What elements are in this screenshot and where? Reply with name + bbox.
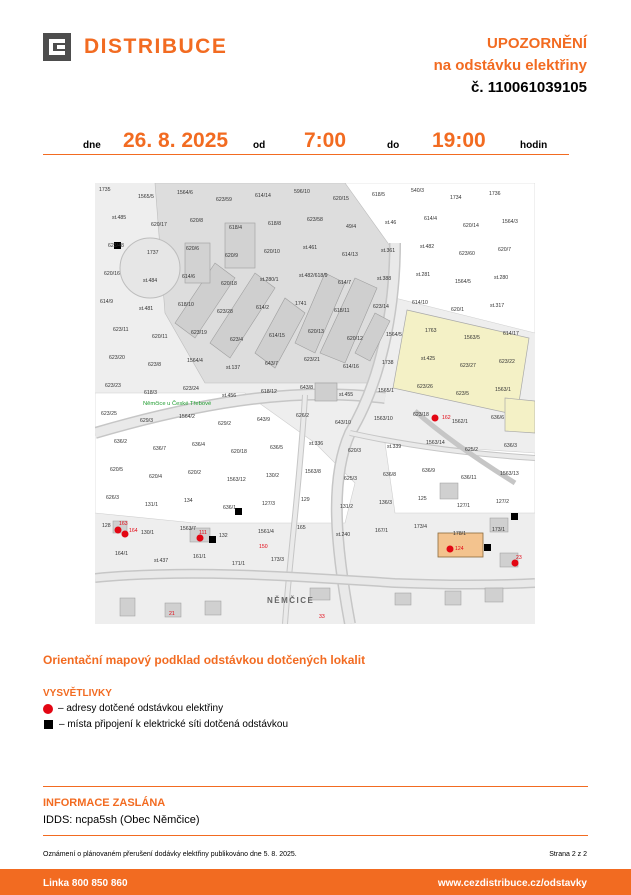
parcel-label: st.484: [143, 278, 158, 284]
parcel-label: 636/4: [192, 442, 205, 448]
outage-address-label: 162: [442, 415, 451, 421]
parcel-label: 614/14: [255, 193, 271, 199]
outage-address-label: 111: [199, 530, 207, 536]
parcel-label: 625/2: [465, 447, 478, 453]
divider: [43, 786, 588, 787]
parcel-label: 1564/5: [386, 332, 402, 338]
parcel-label: 1734: [450, 195, 462, 201]
outage-address-label: 21: [169, 611, 175, 617]
parcel-label: 127/3: [262, 501, 275, 507]
parcel-label: 629/3: [140, 418, 153, 424]
parcel-label: 614/2: [256, 305, 269, 311]
parcel-label: st.485: [112, 215, 127, 221]
parcel-label: 1563/10: [374, 416, 393, 422]
parcel-label: 623/22: [499, 359, 515, 365]
black-square-icon: [44, 720, 53, 729]
parcel-label: 623/24: [183, 386, 199, 392]
parcel-label: 618/10: [178, 302, 194, 308]
outage-address-label: 164: [129, 528, 138, 534]
parcel-label: 620/10: [264, 249, 280, 255]
parcel-label: st.240: [336, 532, 351, 538]
parcel-label: 643/10: [335, 420, 351, 426]
parcel-label: 540/3: [411, 188, 424, 194]
parcel-label: 127/1: [457, 503, 470, 509]
parcel-label: 1563/14: [426, 440, 445, 446]
parcel-label: st.361: [381, 248, 396, 254]
title-line-2: na odstávku elektřiny: [433, 57, 587, 74]
parcel-label: 626/3: [106, 495, 119, 501]
parcel-label: 171/1: [232, 561, 245, 567]
parcel-label: 1763: [425, 328, 437, 334]
parcel-label: st.482/618/9: [299, 273, 328, 279]
parcel-label: 623/28: [217, 309, 233, 315]
parcel-label: st.46: [385, 220, 397, 226]
od-label: od: [253, 140, 266, 151]
parcel-label: 623/20: [109, 355, 125, 361]
divider: [43, 835, 588, 836]
parcel-label: 596/10: [294, 189, 310, 195]
parcel-label: 614/17: [503, 331, 519, 337]
parcel-label: 614/9: [100, 299, 113, 305]
parcel-label: 629/2: [218, 421, 231, 427]
legend-item-connections: [43, 719, 288, 730]
map-caption: Orientační mapový podklad odstávkou dotčených lokalit: [43, 653, 366, 667]
parcel-label: 128: [102, 523, 111, 529]
parcel-label: 1564/4: [187, 358, 203, 364]
parcel-label: 620/3: [348, 448, 361, 454]
parcel-label: 620/15: [333, 196, 349, 202]
parcel-label: 620/18: [231, 449, 247, 455]
parcel-label: st.456: [222, 393, 237, 399]
parcel-label: 173/1: [492, 527, 505, 533]
outage-address-label: 124: [455, 546, 464, 552]
parcel-label: 1562/1: [452, 419, 468, 425]
outage-address-label: 163: [119, 521, 128, 527]
parcel-label: 636/9: [422, 468, 435, 474]
title-line-1: UPOZORNĚNÍ: [486, 35, 587, 52]
parcel-label: 623/58: [307, 217, 323, 223]
parcel-label: 620/2: [188, 470, 201, 476]
parcel-label: st.317: [490, 303, 505, 309]
parcel-label: 1564/3: [502, 219, 518, 225]
hodin-label: hodin: [520, 140, 548, 151]
publication-notice: Oznámení o plánovaném přerušení dodávky elektřiny publikováno dne 5. 8. 2025.: [43, 851, 297, 858]
parcel-label: 636/1: [223, 505, 236, 511]
map-graphic: [95, 183, 535, 624]
parcel-label: 623/4: [230, 337, 243, 343]
parcel-label: 620/4: [149, 474, 162, 480]
parcel-label: 623/23: [105, 383, 121, 389]
parcel-label: 1561/4: [258, 529, 274, 535]
red-dot-icon: [43, 704, 53, 714]
parcel-label: 636/11: [461, 475, 477, 481]
parcel-label: 129: [301, 497, 310, 503]
info-title: INFORMACE ZASLÁNA: [43, 797, 166, 809]
parcel-label: 173/4: [414, 524, 427, 530]
parcel-label: 1563/13: [500, 471, 519, 477]
parcel-label: 623/60: [459, 251, 475, 257]
parcel-label: 178/1: [453, 531, 466, 537]
outage-address-label: 33: [319, 614, 325, 620]
parcel-label: 623/5: [456, 391, 469, 397]
parcel-label: st.481: [139, 306, 154, 312]
parcel-label: 130/1: [141, 530, 154, 536]
parcel-label: 1563/12: [227, 477, 246, 483]
page-number: Strana 2 z 2: [549, 851, 587, 858]
parcel-label: 161/1: [193, 554, 206, 560]
parcel-label: 623/48: [108, 243, 124, 249]
parcel-label: 623/25: [101, 411, 117, 417]
village-label: Němčice u České Třebové: [143, 401, 212, 407]
parcel-label: 620/17: [151, 222, 167, 228]
parcel-label: 614/10: [412, 300, 428, 306]
parcel-label: st.437: [154, 558, 169, 564]
parcel-label: 1736: [489, 191, 501, 197]
parcel-label: 614/6: [182, 274, 195, 280]
parcel-label: 623/11: [113, 327, 129, 333]
parcel-label: 623/27: [460, 363, 476, 369]
parcel-label: 623/19: [191, 330, 207, 336]
parcel-label: 614/7: [338, 280, 351, 286]
legend-item-addresses: [43, 703, 223, 714]
parcel-label: 620/13: [308, 329, 324, 335]
parcel-label: st.280: [494, 275, 509, 281]
parcel-label: 620/6: [186, 246, 199, 252]
legend-title: VYSVĚTLIVKY: [43, 688, 112, 699]
hotline: Linka 800 850 860: [43, 878, 128, 889]
parcel-label: 125: [418, 496, 427, 502]
parcel-label: 1735: [99, 187, 111, 193]
legend-label-addresses: – adresy dotčené odstávkou elektřiny: [58, 703, 224, 714]
time-to: 19:00: [432, 129, 486, 152]
parcel-label: 167/1: [375, 528, 388, 534]
parcel-label: 614/13: [342, 252, 358, 258]
outage-address-label: 23: [516, 555, 522, 561]
parcel-label: 620/14: [463, 223, 479, 229]
parcel-label: 618/12: [261, 389, 277, 395]
parcel-label: 620/16: [104, 271, 120, 277]
parcel-label: 623/59: [216, 197, 232, 203]
website-link[interactable]: www.cezdistribuce.cz/odstavky: [437, 878, 587, 889]
parcel-label: 643/9: [257, 417, 270, 423]
notice-title: [434, 33, 587, 99]
parcel-label: 131/1: [145, 502, 158, 508]
parcel-label: 614/15: [269, 333, 285, 339]
info-recipient: IDDS: ncpa5sh (Obec Němčice): [43, 814, 200, 826]
parcel-label: 636/6: [491, 415, 504, 421]
parcel-label: 620/1: [451, 307, 464, 313]
parcel-label: 1563/5: [464, 335, 480, 341]
parcel-label: 636/5: [270, 445, 283, 451]
parcel-label: 134: [184, 498, 193, 504]
parcel-label: 620/9: [225, 253, 238, 259]
notice-number: č. 110061039105: [471, 79, 587, 96]
parcel-label: 130/2: [266, 473, 279, 479]
parcel-label: 623/8: [148, 362, 161, 368]
parcel-label: 1564/2: [179, 414, 195, 420]
parcel-label: 1564/5: [455, 279, 471, 285]
parcel-label: 636/7: [153, 446, 166, 452]
parcel-label: 620/11: [152, 334, 168, 340]
parcel-label: 1741: [295, 301, 307, 307]
outage-schedule: [43, 128, 569, 155]
parcel-label: 623/14: [373, 304, 389, 310]
footer-bar: [0, 869, 631, 895]
parcel-label: 165: [297, 525, 306, 531]
parcel-label: st.455: [339, 392, 354, 398]
parcel-label: 614/16: [343, 364, 359, 370]
parcel-label: 618/3: [144, 390, 157, 396]
legend-label-connections: – místa připojení k elektrické síti dotčená odstávkou: [59, 719, 289, 730]
parcel-label: 618/8: [268, 221, 281, 227]
parcel-label: st.339: [387, 444, 402, 450]
parcel-label: 623/21: [304, 357, 320, 363]
parcel-label: 636/2: [114, 439, 127, 445]
parcel-label: 1738: [382, 360, 394, 366]
street-label: NĚMČICE: [267, 596, 315, 605]
parcel-label: 620/7: [498, 247, 511, 253]
parcel-label: 620/5: [110, 467, 123, 473]
parcel-label: 1563/8: [305, 469, 321, 475]
parcel-label: st.425: [421, 356, 436, 362]
cez-logo-icon: [43, 33, 71, 61]
parcel-label: 618/4: [229, 225, 242, 231]
parcel-label: 49/4: [346, 224, 357, 230]
parcel-label: 620/18: [221, 281, 237, 287]
parcel-label: st.137: [226, 365, 241, 371]
do-label: do: [387, 140, 400, 151]
parcel-label: st.388: [377, 276, 392, 282]
parcel-label: 1737: [147, 250, 159, 256]
parcel-label: 1563/1: [495, 387, 511, 393]
parcel-label: st.281: [416, 272, 431, 278]
parcel-label: 620/12: [347, 336, 363, 342]
parcel-label: st.336: [309, 441, 324, 447]
outage-map: [95, 183, 535, 624]
parcel-label: 623/26: [417, 384, 433, 390]
parcel-label: 127/2: [496, 499, 509, 505]
brand-name: DISTRIBUCE: [84, 35, 228, 58]
parcel-label: 136/3: [379, 500, 392, 506]
parcel-label: 643/7: [265, 361, 278, 367]
parcel-label: st.280/1: [260, 277, 279, 283]
parcel-label: 173/3: [271, 557, 284, 563]
time-from: 7:00: [304, 129, 347, 152]
parcel-label: 618/5: [372, 192, 385, 198]
parcel-label: 618/11: [334, 308, 350, 314]
parcel-label: 636/8: [383, 472, 396, 478]
parcel-label: st.482: [420, 244, 435, 250]
parcel-label: 1563/7: [180, 526, 196, 532]
parcel-label: 623/18: [413, 412, 429, 418]
parcel-label: 626/2: [296, 413, 309, 419]
parcel-label: 1564/6: [177, 190, 193, 196]
outage-date: 26. 8. 2025: [123, 129, 229, 152]
parcel-label: 643/8: [300, 385, 313, 391]
parcel-label: 164/1: [115, 551, 128, 557]
outage-address-label: 150: [259, 544, 268, 550]
company-logo: [43, 33, 227, 61]
parcel-label: 625/3: [344, 476, 357, 482]
parcel-label: 614/4: [424, 216, 437, 222]
parcel-label: 1565/5: [138, 194, 154, 200]
parcel-label: 620/8: [190, 218, 203, 224]
parcel-label: 636/3: [504, 443, 517, 449]
parcel-label: 1565/1: [378, 388, 394, 394]
parcel-label: 132: [219, 533, 228, 539]
parcel-label: st.461: [303, 245, 318, 251]
parcel-label: 131/2: [340, 504, 353, 510]
dne-label: dne: [83, 140, 101, 151]
